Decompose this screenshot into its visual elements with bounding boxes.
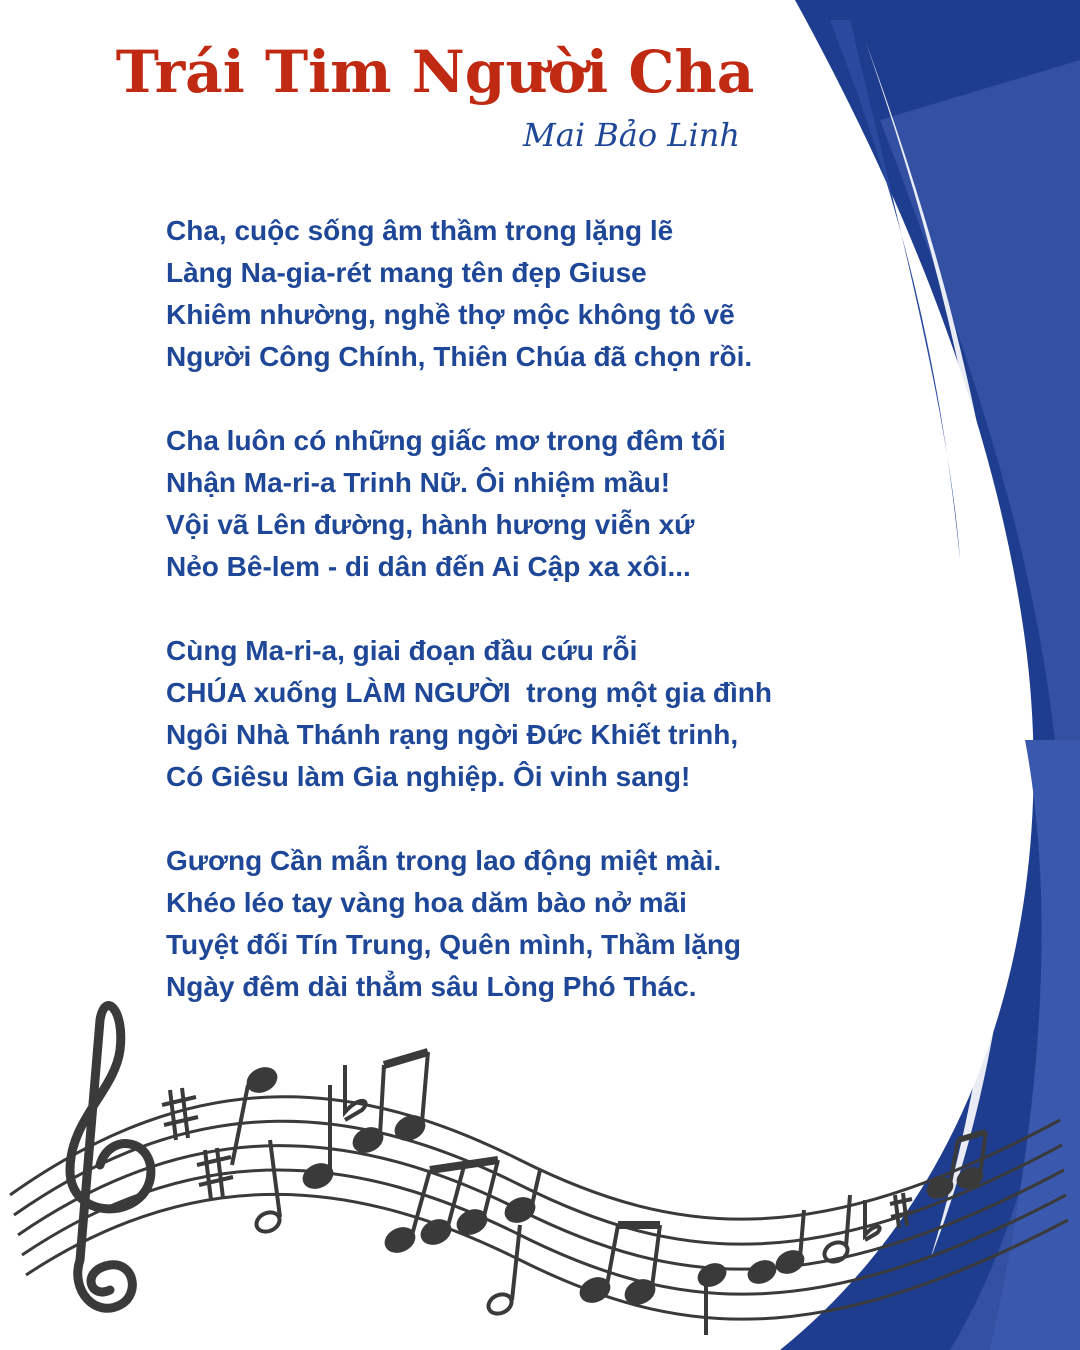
poem-line: Gương Cần mẫn trong lao động miệt mài.	[166, 845, 722, 876]
note-icon	[746, 1258, 777, 1285]
note-icon	[245, 1065, 279, 1095]
treble-clef-icon	[70, 1006, 151, 1309]
stanza	[166, 210, 866, 378]
poem-author: Mai Bảo Linh	[523, 116, 740, 154]
note-icon	[485, 1291, 514, 1317]
poem-title: Trái Tim Người Cha	[115, 38, 755, 106]
poem-line: Có Giêsu làm Gia nghiệp. Ôi vinh sang!	[166, 761, 691, 792]
sharp-icon	[162, 1088, 913, 1228]
poem-line: Cha, cuộc sống âm thầm trong lặng lẽ	[166, 215, 674, 246]
poem-line: Nhận Ma-ri-a Trinh Nữ. Ôi nhiệm mầu!	[166, 467, 671, 498]
stanza	[166, 420, 866, 588]
poem-line: CHÚA xuống LÀM NGƯỜI trong một gia đình	[166, 677, 773, 708]
poem-line: Ngôi Nhà Thánh rạng ngời Đức Khiết trinh,	[166, 719, 739, 750]
note-icon	[696, 1261, 727, 1288]
poem-line: Tuyệt đối Tín Trung, Quên mình, Thầm lặng	[166, 929, 742, 960]
poem-line: Nẻo Bê-lem - di dân đến Ai Cập xa xôi...	[166, 551, 691, 582]
poem-line: Khéo léo tay vàng hoa dăm bào nở mãi	[166, 887, 687, 918]
stanza	[166, 630, 866, 798]
stanza	[166, 840, 866, 1008]
poem-line: Khiêm nhường, nghề thợ mộc không tô vẽ	[166, 299, 735, 330]
poem-body	[166, 210, 866, 1050]
staff-lines	[10, 1097, 1068, 1319]
poem-line: Vội vã Lên đường, hành hương viễn xứ	[166, 509, 695, 540]
poem-line: Ngày đêm dài thẳm sâu Lòng Phó Thác.	[166, 971, 697, 1002]
poem-line: Cùng Ma-ri-a, giai đoạn đầu cứu rỗi	[166, 635, 638, 666]
poem-line: Cha luôn có những giấc mơ trong đêm tối	[166, 425, 726, 456]
poem-line: Người Công Chính, Thiên Chúa đã chọn rồi.	[166, 341, 753, 372]
poem-line: Làng Na-gia-rét mang tên đẹp Giuse	[166, 257, 647, 288]
